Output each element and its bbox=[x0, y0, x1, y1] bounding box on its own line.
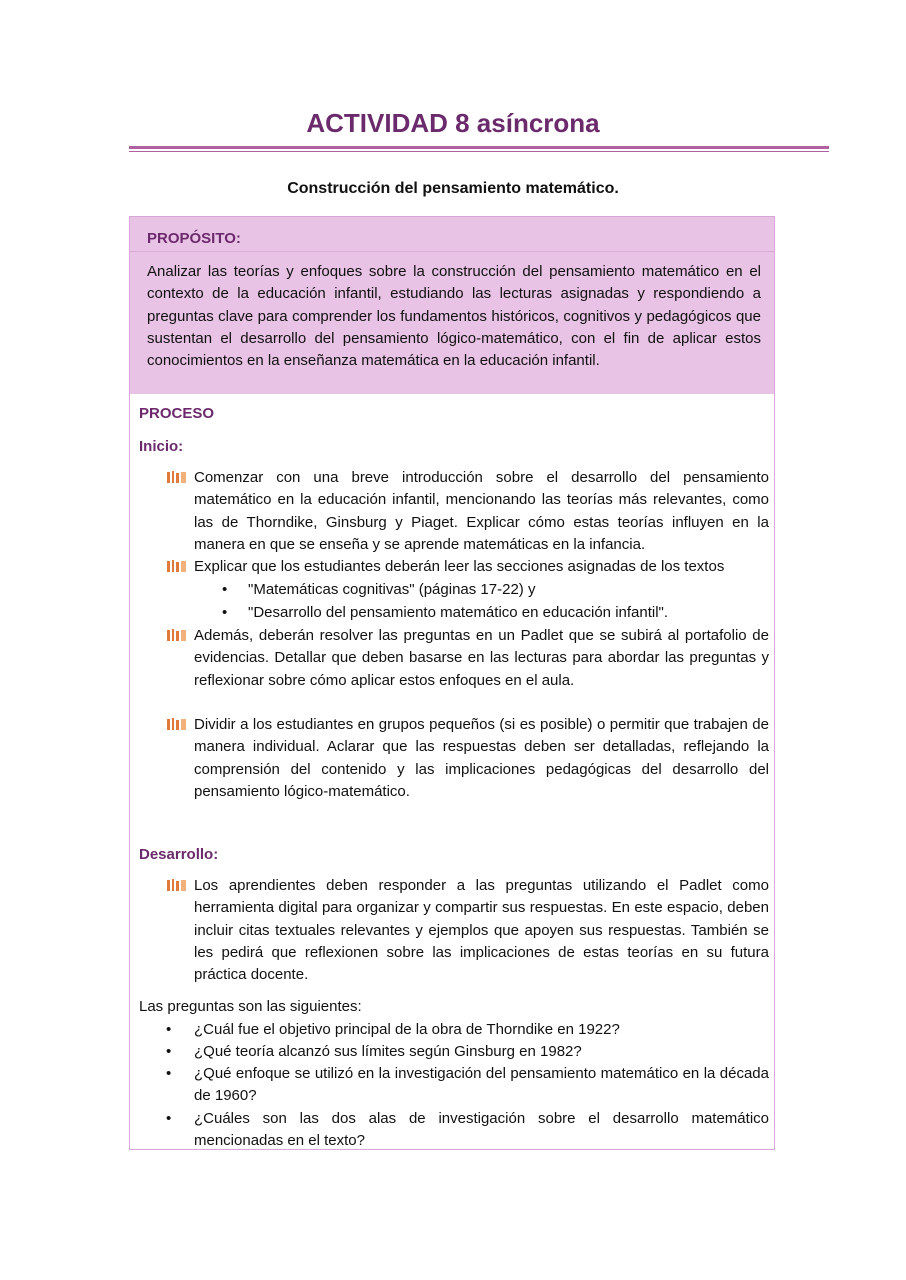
bullet-dot-icon: • bbox=[222, 581, 228, 598]
inicio-item-1: Comenzar con una breve introducción sobre el desarrollo del pensamiento matemático en la educación infantil, mencionando las teorías más relevantes, como las de Thorndike, Ginsburg y Piaget. Explicar cómo estas teorías influyen en la manera en que se enseña y se aprende matemáticas en la infancia. bbox=[194, 469, 769, 553]
title-rule-thin bbox=[129, 151, 829, 152]
inicio-item-2: Explicar que los estudiantes deberán leer las secciones asignadas de los textos bbox=[194, 558, 725, 575]
question-3: ¿Qué enfoque se utilizó en la investigación del pensamiento matemático en la década de 1960? bbox=[194, 1065, 769, 1105]
desarrollo-heading: Desarrollo: bbox=[139, 846, 219, 863]
purpose-heading: PROPÓSITO: bbox=[147, 230, 241, 247]
purpose-section bbox=[130, 217, 774, 394]
process-heading: PROCESO bbox=[139, 405, 215, 422]
book-bullet-icon bbox=[166, 628, 188, 642]
inicio-item-4: Dividir a los estudiantes en grupos pequeños (si es posible) o permitir que trabajen de manera individual. Aclarar que las respuestas deben ser detalladas, reflejando la comprensión del contenido y las implicaciones pedagógicas del desarrollo del pensamiento lógico-matemático. bbox=[194, 716, 769, 800]
text-reference-1: "Matemáticas cognitivas" (páginas 17-22) y bbox=[248, 581, 536, 598]
questions-intro: Las preguntas son las siguientes: bbox=[139, 998, 362, 1015]
activity-table bbox=[129, 216, 775, 1150]
desarrollo-item: Los aprendientes deben responder a las preguntas utilizando el Padlet como herramienta digital para organizar y compartir sus respuestas. En este espacio, deben incluir citas textuales relevantes y ejemplos que apoyen sus respuestas. También se les pedirá que reflexionen sobre las implicaciones de estas teorías en su futura práctica docente. bbox=[194, 877, 769, 984]
page-subtitle: Construcción del pensamiento matemático. bbox=[287, 180, 619, 197]
question-2: ¿Qué teoría alcanzó sus límites según Ginsburg en 1982? bbox=[194, 1043, 582, 1060]
bullet-dot-icon: • bbox=[166, 1065, 172, 1082]
bullet-dot-icon: • bbox=[222, 604, 228, 621]
text-reference-2: "Desarrollo del pensamiento matemático en educación infantil". bbox=[248, 604, 669, 621]
bullet-dot-icon: • bbox=[166, 1110, 172, 1127]
purpose-text: Analizar las teorías y enfoques sobre la construcción del pensamiento matemático en el contexto de la educación infantil, estudiando las lecturas asignadas y respondiendo a preguntas clave para comprender los fundamentos históricos, cognitivos y pedagógicos que sustentan el desarrollo del pensamiento lógico-matemático, con el fin de aplicar estos conocimientos en la enseñanza matemática en la educación infantil. bbox=[147, 263, 761, 370]
page-title: ACTIVIDAD 8 asíncrona bbox=[306, 108, 600, 138]
title-rule-thick bbox=[129, 146, 829, 149]
divider bbox=[130, 251, 774, 252]
book-bullet-icon bbox=[166, 717, 188, 731]
inicio-heading: Inicio: bbox=[139, 438, 184, 455]
book-bullet-icon bbox=[166, 470, 188, 484]
bullet-dot-icon: • bbox=[166, 1043, 172, 1060]
question-1: ¿Cuál fue el objetivo principal de la obra de Thorndike en 1922? bbox=[194, 1021, 620, 1038]
book-bullet-icon bbox=[166, 559, 188, 573]
bullet-dot-icon: • bbox=[166, 1021, 172, 1038]
question-4: ¿Cuáles son las dos alas de investigación sobre el desarrollo matemático mencionadas en el texto? bbox=[194, 1110, 769, 1150]
inicio-item-3: Además, deberán resolver las preguntas en un Padlet que se subirá al portafolio de evidencias. Detallar que deben basarse en las lecturas para abordar las preguntas y reflexionar sobre cómo aplicar estos enfoques en el aula. bbox=[194, 627, 769, 689]
book-bullet-icon bbox=[166, 878, 188, 892]
